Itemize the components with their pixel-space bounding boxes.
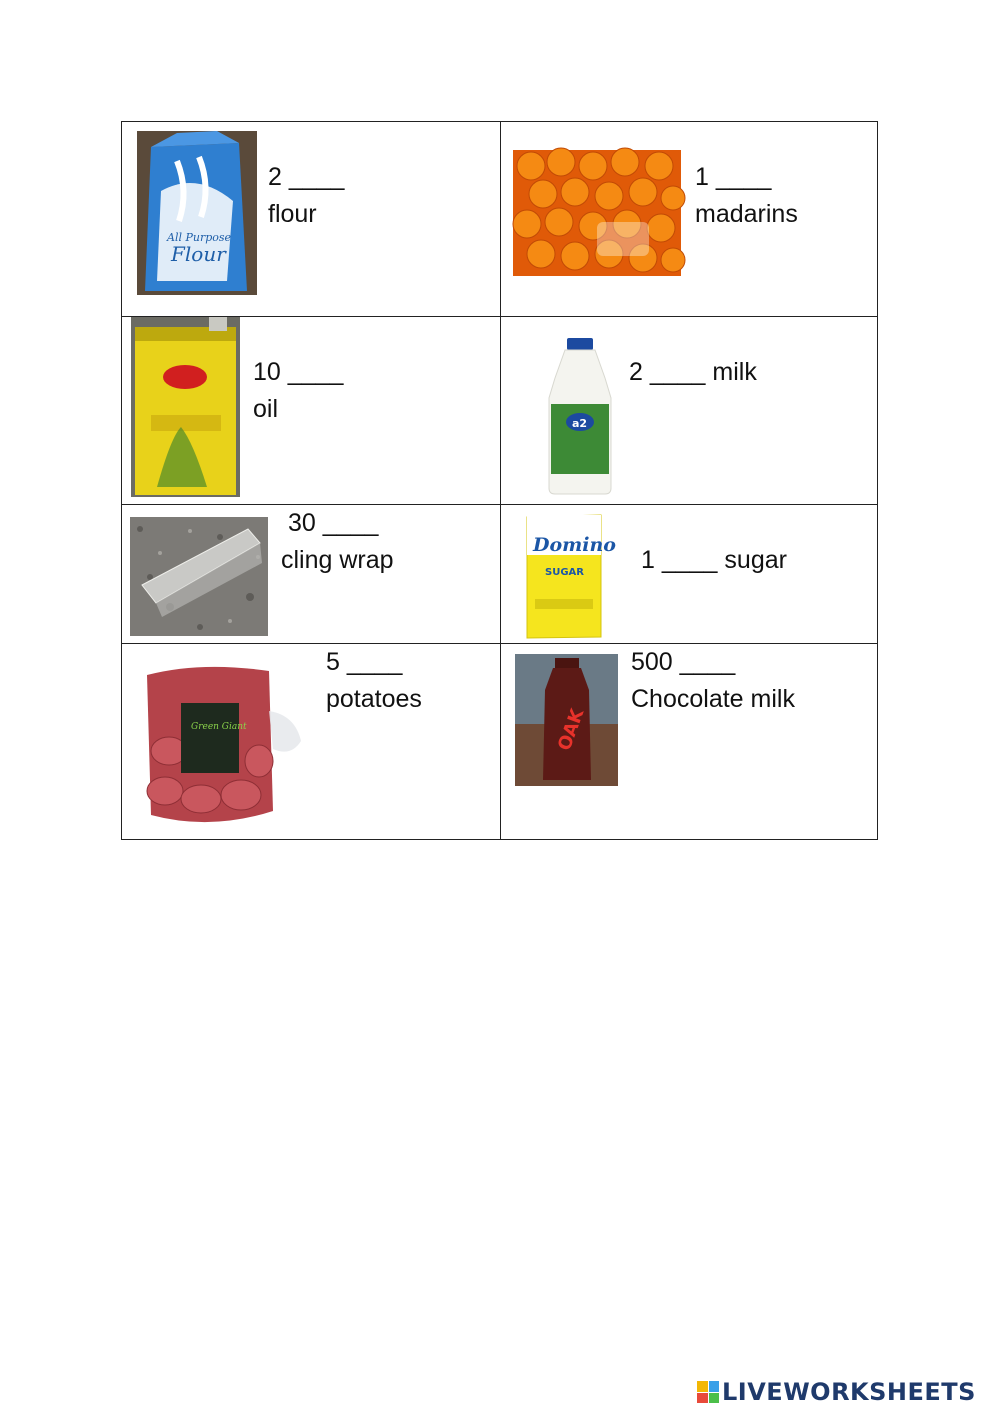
oil-quantity: 10 ____ [253, 358, 344, 386]
svg-text:SUGAR: SUGAR [545, 567, 584, 578]
chocolate-milk-text [631, 644, 795, 718]
mandarins-image [513, 150, 681, 276]
svg-text:All Purpose: All Purpose [167, 231, 232, 244]
sugar-image [525, 513, 616, 640]
svg-text:OAK: OAK [554, 706, 589, 754]
potatoes-quantity: 5 ____ [326, 648, 403, 676]
flour-image [137, 131, 257, 295]
chocolate-milk-quantity: 500 ____ [631, 648, 736, 676]
flour-text [268, 159, 344, 233]
potatoes-image [141, 661, 303, 833]
mandarins-quantity: 1 ____ [695, 163, 772, 191]
liveworksheets-logo-icon [697, 1381, 719, 1403]
oil-image [131, 317, 240, 497]
flour-quantity: 2 ____ [268, 163, 345, 191]
cling-wrap-name: cling wrap [281, 546, 394, 574]
column-divider [500, 122, 501, 839]
svg-text:a2: a2 [572, 417, 588, 430]
potatoes-name: potatoes [326, 685, 422, 713]
mandarins-text [695, 159, 798, 233]
potatoes-text [326, 644, 422, 718]
sugar-text [641, 542, 787, 579]
svg-text:Green Giant: Green Giant [191, 722, 247, 732]
flour-name: flour [268, 200, 317, 228]
oil-text [253, 354, 343, 428]
milk-quantity: 2 ____ milk [629, 358, 757, 386]
svg-text:Domino: Domino [533, 534, 616, 556]
mandarins-name: madarins [695, 200, 798, 228]
sugar-quantity: 1 ____ sugar [641, 546, 787, 574]
cling-wrap-image [130, 517, 268, 636]
chocolate-milk-image [515, 654, 618, 786]
oil-name: oil [253, 395, 279, 423]
svg-text:Flour: Flour [171, 242, 226, 266]
cling-wrap-text [281, 505, 394, 579]
milk-image [545, 338, 615, 494]
liveworksheets-logo [697, 1377, 976, 1407]
cling-wrap-quantity: 30 ____ [288, 509, 379, 537]
chocolate-milk-name: Chocolate milk [631, 685, 795, 713]
milk-text [629, 354, 757, 391]
liveworksheets-brand: LIVEWORKSHEETS [722, 1378, 976, 1406]
